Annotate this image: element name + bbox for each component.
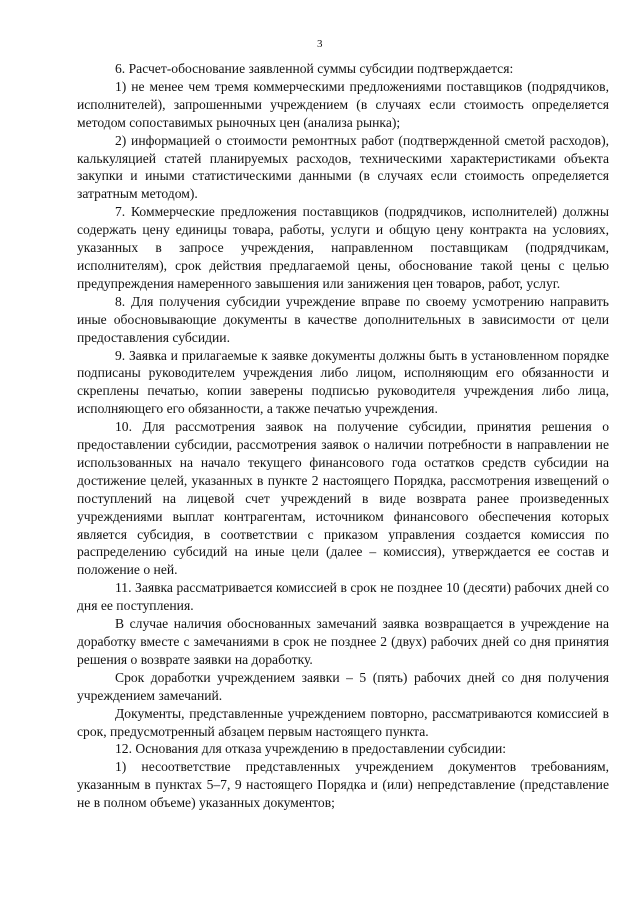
paragraph-9: 9. Заявка и прилагаемые к заявке документы должны быть в установленном порядке подписаны руководителем учреждения либо лицом, исполняющим его обязанности и скреплены печатью, копии заверены подписью руководителя учреждения либо лица, исполняющего его обязанности, а также печатью учреждения. (77, 347, 609, 417)
paragraph-6-item-2: 2) информацией о стоимости ремонтных работ (подтвержденной сметой расходов), калькуляцией статей планируемых расходов, техническими характеристиками объекта закупки и иными статистическими данными (в случаях если стоимость определяется затратным методом). (77, 132, 609, 202)
paragraph-8: 8. Для получения субсидии учреждение вправе по своему усмотрению направить иные обосновывающие документы в качестве дополнительных в зависимости от цели предоставления субсидии. (77, 293, 609, 345)
paragraph-7: 7. Коммерческие предложения поставщиков (подрядчиков, исполнителей) должны содержать цену единицы товара, работы, услуги и общую цену контракта на условиях, указанных в запросе учреждения, направленном поставщикам (подрядчикам, исполнителям), срок действия предлагаемой цены, обоснование такой цены с целью предупреждения намеренного завышения или занижения цен товаров, работ, услуг. (77, 204, 609, 291)
paragraph-11-resubmission: Документы, представленные учреждением повторно, рассматриваются комиссией в срок, предусмотренный абзацем первым настоящего пункта. (77, 705, 609, 739)
paragraph-11-revision-term: Срок доработки учреждением заявки – 5 (пять) рабочих дней со дня получения учреждением замечаний. (77, 669, 609, 703)
paragraph-12-item-1: 1) несоответствие представленных учреждением документов требованиям, указанным в пунктах 5–7, 9 настоящего Порядка и (или) непредставление (представление не в полном объеме) указанных документов; (77, 759, 609, 811)
paragraph-11: 11. Заявка рассматривается комиссией в срок не позднее 10 (десяти) рабочих дней со дня ее поступления. (77, 580, 609, 614)
paragraph-6-intro: 6. Расчет-обоснование заявленной суммы субсидии подтверждается: (115, 61, 514, 76)
paragraph-11-return: В случае наличия обоснованных замечаний заявка возвращается в учреждение на доработку вместе с замечаниями в срок не позднее 2 (двух) рабочих дней со дня принятия решения о возврате заявки на доработку. (77, 616, 609, 667)
page-number: 3 (317, 38, 323, 50)
paragraph-10: 10. Для рассмотрения заявок на получение субсидии, принятия решения о предоставлении субсидии, рассмотрения заявок о наличии потребности в направлении не использованных на начало текущего финансового года остатков средств субсидии на достижение целей, указанных в пункте 2 настоящего Порядка, рассмотрения извещений о поступлений на лицевой счет учреждений в виде возврата ранее произведенных учреждениями выплат контрагентам, источником финансового обеспечения которых является субсидия, в соответствии с приказом управления создается комиссия по распределению субсидий на иные цели (далее – комиссия), утверждается ее состав и положение о ней. (77, 419, 609, 578)
paragraph-6-item-1: 1) не менее чем тремя коммерческими предложениями поставщиков (подрядчиков, исполнителей), запрошенными учреждением (в случаях если стоимость определяется методом сопоставимых рыночных цен (анализа рынка); (77, 78, 609, 130)
paragraph-12-intro: 12. Основания для отказа учреждению в предоставлении субсидии: (115, 741, 507, 757)
document-body (77, 60, 609, 812)
